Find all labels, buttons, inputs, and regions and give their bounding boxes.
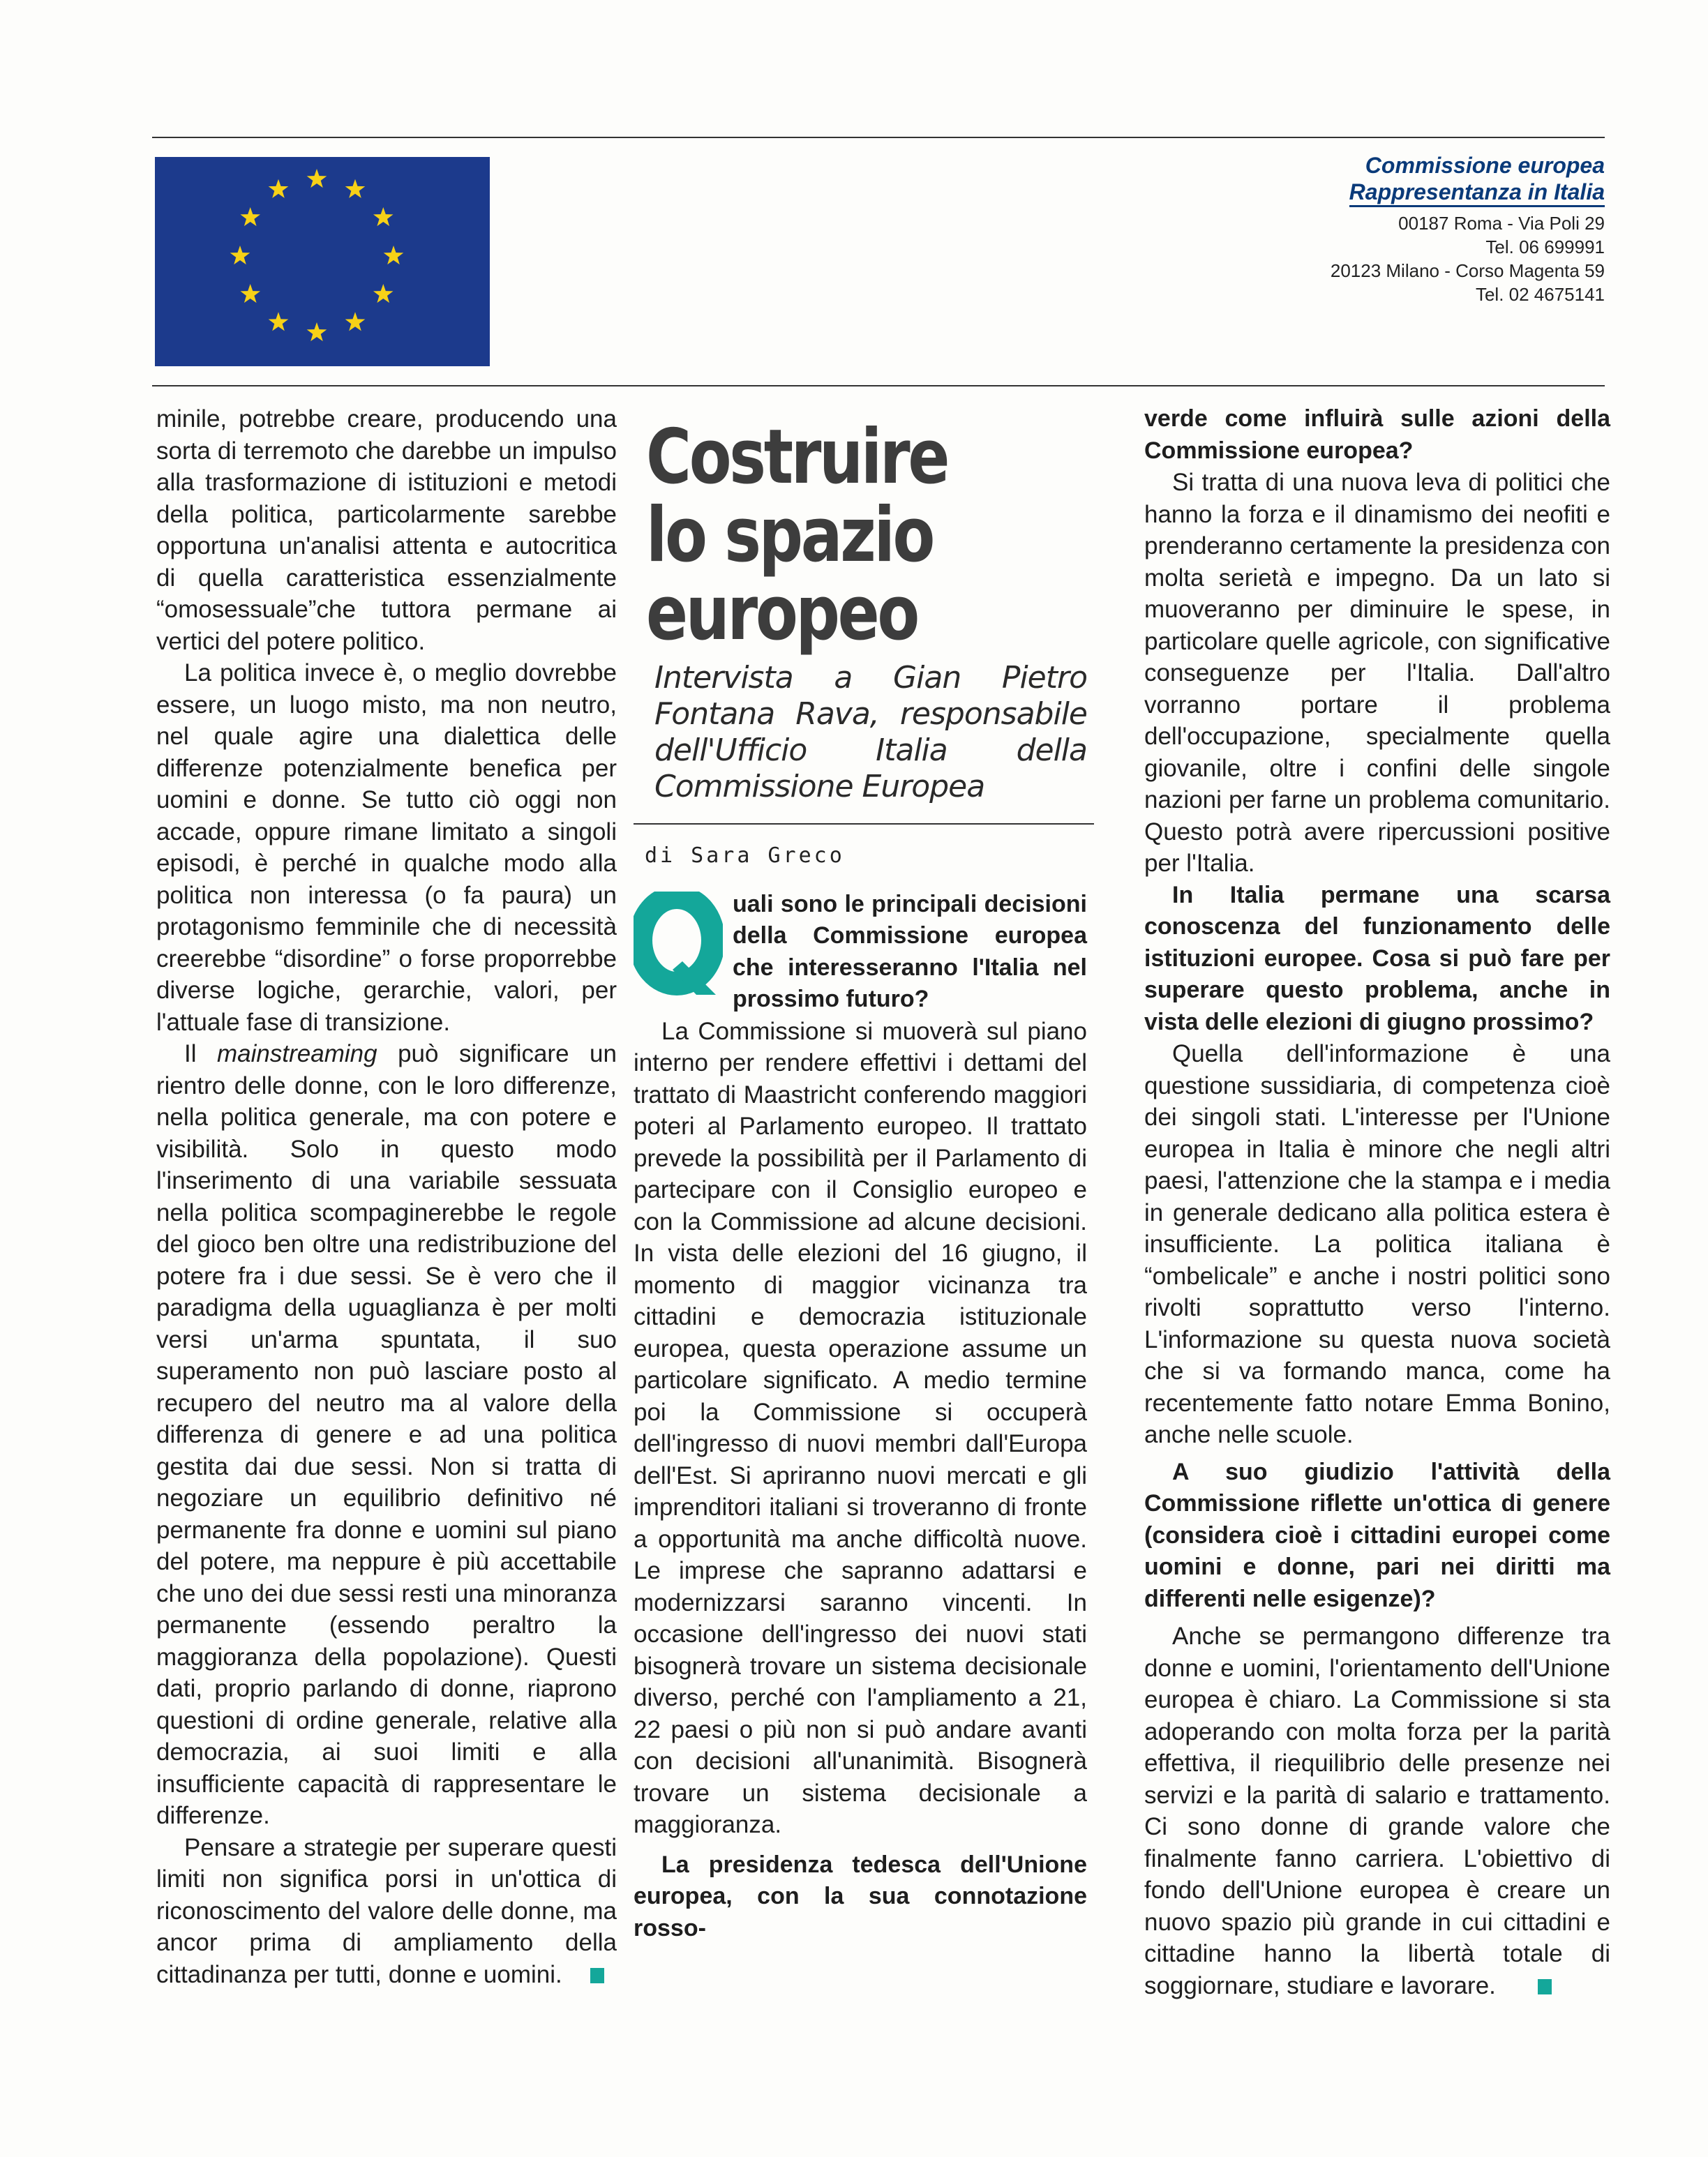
article-subtitle: Intervista a Gian Pietro Fontana Rava, responsabile dell'Ufficio Italia della Commissione Europea: [654, 660, 1087, 804]
question: A suo giudizio l'attività della Commissione riflette un'ottica di genere (considera cioè i cittadini europei come uomini e donne, pari nei diritti ma differenti nelle esigenze)?: [1144, 1458, 1610, 1612]
answer: Si tratta di una nuova leva di politici che hanno la forza e il dinamismo dei neofiti e prenderanno certamente la presidenza con molta serietà e impegno. Da un lato si muoveranno per diminuire le spese, in particolare quelle agricole, con significative conseguenze per l'Italia. Dall'altro vorranno portare il problema dell'occupazione, specialmente quella giovanile, oltre i confini delle singole nazioni per farne un problema comunitario. Questo potrà avere ripercussioni positive per l'Italia.: [1144, 469, 1610, 877]
org-name: Commissione europea: [1365, 153, 1605, 178]
eu-flag-stars-icon: [155, 157, 490, 366]
byline-rule: [634, 823, 1094, 825]
headline-line: europeo: [646, 570, 917, 657]
drop-cap-q-icon: [634, 892, 723, 996]
top-rule: [152, 137, 1605, 138]
answer: Quella dell'informazione è una questione sussidiaria, di competenza cioè dei singoli stati. L'interesse per l'Unione europea in Italia è minore che negli altri paesi, l'attenzione che la stampa e i media in generale dedicano alla politica estera è insufficiente. La politica italiana è “ombelicale” e anche i nostri politici sono rivolti soprattutto verso l'interno. L'informazione su questa nuova società che si va formando manca, come ha recentemente fatto notare Emma Bonino, anche nelle scuole.: [1144, 1040, 1610, 1448]
eu-flag: [155, 157, 490, 366]
paragraph: Il mainstreaming può significare un rientro delle donne, con le loro differenze, nella politica generale, ma con potere e visibilità. Solo in questo modo l'inserimento di una variabile sessuata nella politica scompaginerebbe le regole del gioco ben oltre una redistribuzione del potere fra i due sessi. Se è vero che il paradigma della uguaglianza è per molti versi un'arma spuntata, il suo superamento non può lasciare posto al recupero del neutro ma al valore della differenza di genere e ad una politica gestita dai due sessi. Non si tratta di negoziare un equilibrio definitivo né permanente fra donne e uomini sul piano del potere, ma neppure è più accettabile che uno dei due sessi resti una minoranza permanente (essendo peraltro la maggioranza della popolazione). Questi dati, proprio parlando di donne, riaprono questioni di ordine generale, relative alla democrazia, ai suoi limiti e alla insufficiente capacità di rappresentare le differenze.: [156, 1040, 617, 1829]
headline-line: Costruire: [646, 414, 948, 501]
phone-line: Tel. 06 699991: [1485, 236, 1605, 257]
paragraph: Pensare a strategie per superare questi limiti non significa porsi in un'ottica di riconoscimento del valore delle donne, ma ancor prima di ampliamento della cittadinanza per tutti, donne e uomini.: [156, 1833, 617, 1988]
paragraph: minile, potrebbe creare, producendo una sorta di terremoto che darebbe un impulso alla trasformazione di istituzioni e metodi della politica, particolarmente sarebbe opportuna un'analisi attenta e autocritica di quella caratteristica essenzialmente “omosessuale”che tuttora permane ai vertici del potere politico.: [156, 405, 617, 655]
end-mark-icon: [1538, 1979, 1552, 1994]
question: In Italia permane una scarsa conoscenza del funzionamento delle istituzioni europee. Cosa si può fare per superare questo problema, anche in vista delle elezioni di giugno prossimo?: [1144, 881, 1610, 1035]
phone-line: Tel. 02 4675141: [1475, 284, 1605, 305]
end-mark-icon: [590, 1968, 604, 1983]
headline-line: lo spazio: [646, 492, 934, 579]
section-rule: [152, 385, 1605, 386]
contact-block: [1331, 152, 1605, 306]
paragraph: La politica invece è, o meglio dovrebbe essere, un luogo misto, ma non neutro, nel quale agire una dialettica delle differenze potenzialmente benefica per uomini e donne. Se tutto ciò oggi non accade, oppure rimane limitato a singoli episodi, è perché in qualche modo alla politica non interessa (o fa paura) un protagonismo femminile che di necessità creerebbe “disordine” o forse proporrebbe diverse logiche, gerarchie, valori, per l'attuale fase di transizione.: [156, 659, 617, 1036]
column-right: [1144, 403, 1610, 2001]
question-block: [634, 876, 1087, 1016]
address-line: 00187 Roma - Via Poli 29: [1398, 213, 1605, 234]
column-center: [634, 403, 1087, 1944]
question: uali sono le principali decisioni della Commissione europea che interesseranno l'Italia nel prossimo futuro?: [733, 890, 1087, 1012]
byline: di Sara Greco: [645, 843, 845, 868]
answer: La Commissione si muoverà sul piano interno per rendere effettivi i dettami del trattato di Maastricht conferendo maggiori poteri al Parlamento europeo. Il trattato prevede la possibilità per il Parlamento di partecipare con il Consiglio europeo e con la Commissione ad alcune decisioni. In vista delle elezioni del 16 giugno, il momento di maggior vicinanza tra cittadini e democrazia istituzionale europea, questa operazione assume un particolare significato. A medio termine poi la Commissione si occuperà dell'ingresso di nuovi membri dall'Europa dell'Est. Si apriranno nuovi mercati e gli imprenditori italiani si troveranno di fronte a opportunità ma anche difficoltà nuove. Le imprese che sapranno adattarsi e modernizzarsi saranno vincenti. In occasione dell'ingresso dei nuovi stati bisognerà trovare un sistema decisionale diverso, perché con l'ampliamento a 21, 22 paesi o più non si può andare avanti con decisioni all'unanimità. Bisognerà trovare un sistema decisionale a maggioranza.: [634, 1017, 1087, 1838]
emphasis-term: mainstreaming: [217, 1040, 377, 1067]
question: La presidenza tedesca dell'Unione europea, con la sua connotazione rosso-: [634, 1851, 1087, 1941]
headline: [646, 414, 1047, 657]
column-left: [156, 403, 617, 1990]
org-subtitle: Rappresentanza in Italia: [1349, 179, 1605, 207]
answer: Anche se permangono differenze tra donne e uomini, l'orientamento dell'Unione europea è chiaro. La Commissione si sta adoperando con molta forza per la parità effettiva, il riequilibrio delle presenze nei servizi e la parità di salario e trattamento. Ci sono donne di grande valore che finalmente fanno carriera. L'obiettivo di fondo dell'Unione europea è creare un nuovo spazio più grande in cui cittadini e cittadine hanno la libertà totale di soggiornare, studiare e lavorare.: [1144, 1623, 1610, 1999]
question: verde come influirà sulle azioni della Commissione europea?: [1144, 405, 1610, 464]
address-line: 20123 Milano - Corso Magenta 59: [1330, 260, 1605, 281]
